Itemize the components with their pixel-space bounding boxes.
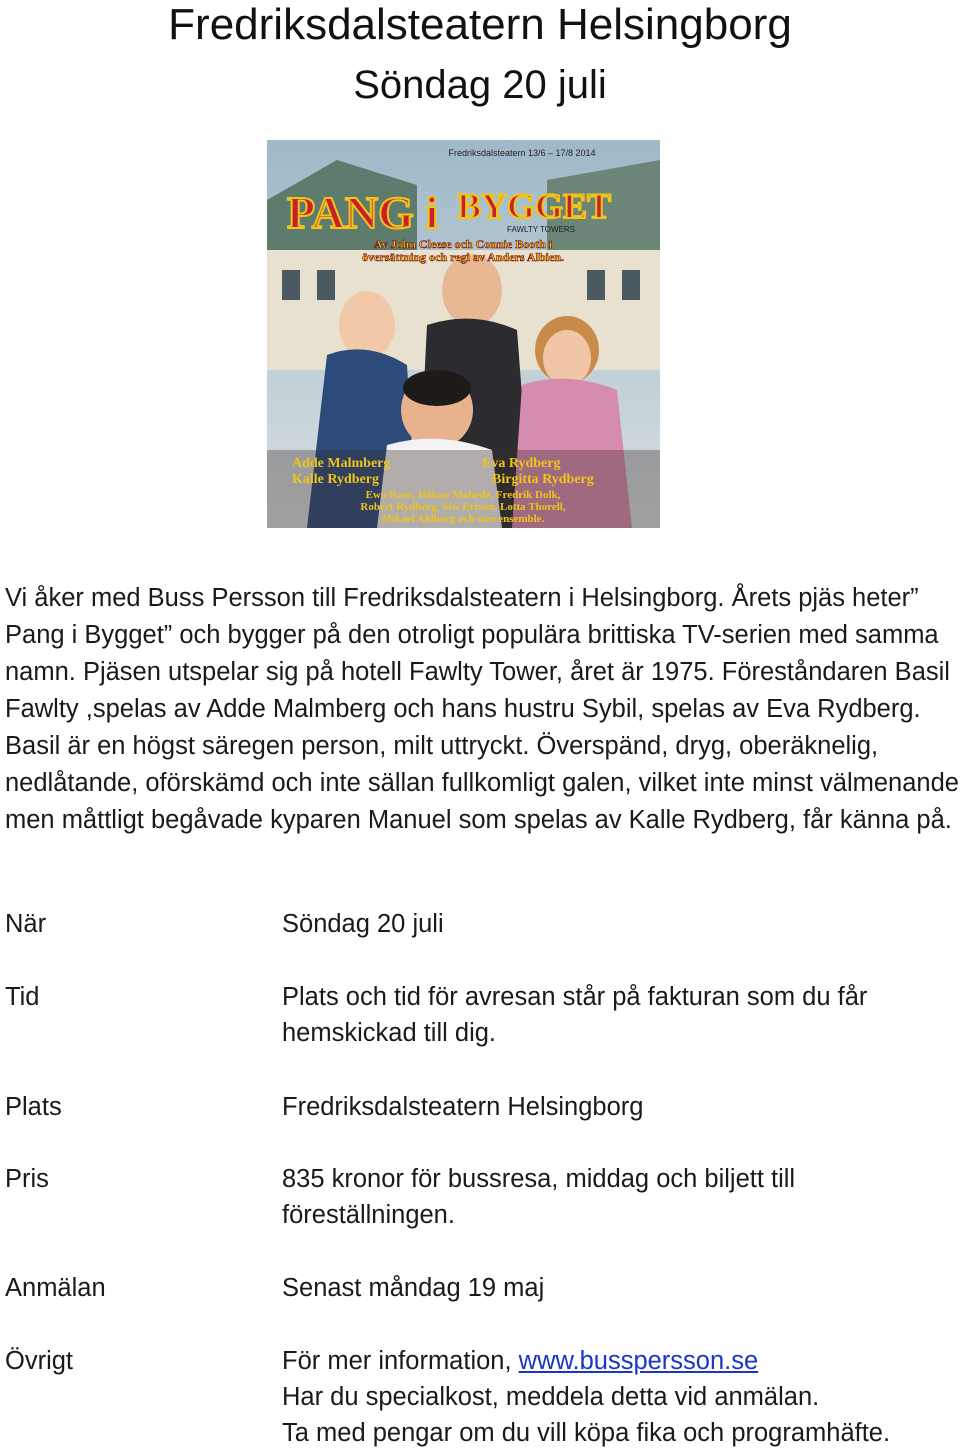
poster-authors-2: översättning och regi av Anders Albien.: [362, 250, 564, 264]
detail-value-pris-2: föreställningen.: [282, 1201, 455, 1229]
poster-cast-5: Mikael Ahlberg och stor ensemble.: [381, 513, 545, 525]
detail-label-nar: När: [5, 910, 47, 938]
detail-value-tid-2: hemskickad till dig.: [282, 1019, 496, 1047]
poster-image: [267, 140, 660, 528]
poster-logo-word1: PANG i: [287, 187, 439, 238]
poster-logo-word2: BYGGET: [457, 186, 612, 226]
detail-label-plats: Plats: [5, 1093, 62, 1121]
poster-cast-4: Robert Rydberg, Siw Erixon, Lotta Thorell,: [360, 501, 566, 513]
detail-label-anmalan: Anmälan: [5, 1274, 106, 1302]
poster-authors-1: Av John Cleese och Connie Booth i: [373, 237, 553, 251]
detail-value-tid-1: Plats och tid för avresan står på fakturan som du får: [282, 983, 868, 1011]
poster-cast-3: Ewa Roos, Håkan Mohede, Fredrik Dolk,: [365, 489, 561, 501]
detail-value-nar: Söndag 20 juli: [282, 910, 444, 938]
ovrigt-prefix: För mer information,: [282, 1347, 519, 1375]
detail-label-pris: Pris: [5, 1165, 49, 1193]
detail-value-ovrigt-2: Har du specialkost, meddela detta vid anmälan.: [282, 1383, 820, 1411]
busspersson-link[interactable]: www.busspersson.se: [518, 1347, 759, 1375]
poster-cast-1a: Adde Malmberg: [292, 456, 391, 471]
poster-top-text: Fredriksdalsteatern 13/6 – 17/8 2014: [448, 148, 596, 158]
detail-value-plats: Fredriksdalsteatern Helsingborg: [282, 1093, 644, 1121]
poster-logo-sub: FAWLTY TOWERS: [507, 225, 576, 234]
detail-label-tid: Tid: [5, 983, 40, 1011]
detail-value-anmalan: Senast måndag 19 maj: [282, 1274, 545, 1302]
poster-cast-1b: Eva Rydberg: [482, 456, 561, 471]
intro-paragraph: [5, 580, 960, 839]
detail-value-pris-1: 835 kronor för bussresa, middag och biljett till: [282, 1165, 796, 1193]
intro-text: Vi åker med Buss Persson till Fredriksdalsteatern i Helsingborg. Årets pjäs heter” Pang i Bygget” och bygger på den otroligt populära brittiska TV-serien med samma namn. Pjäsen utspelar sig på hotell Fawlty Tower, året är 1975. Föreståndaren Basil Fawlty ,spelas av Adde Malmberg och hans hustru Sybil, spelas av Eva Rydberg. Basil är en högst säregen person, milt uttryckt. Överspänd, dryg, oberäknelig, nedlåtande, oförskämd och inte sällan fullkomligt galen, vilket inte minst välmenande men måttligt begåvade kyparen Manuel som spelas av Kalle Rydberg, får känna på.: [5, 584, 959, 834]
poster-cast-2a: Kalle Rydberg: [292, 472, 380, 487]
page-title: Fredriksdalsteatern Helsingborg: [168, 0, 792, 49]
detail-value-ovrigt-3: Ta med pengar om du vill köpa fika och programhäfte.: [282, 1419, 891, 1447]
poster-cast-2b: Birgitta Rydberg: [492, 472, 594, 487]
detail-value-ovrigt-1: [282, 1343, 952, 1379]
page-subtitle: Söndag 20 juli: [353, 63, 607, 107]
detail-label-ovrigt: Övrigt: [5, 1347, 74, 1375]
